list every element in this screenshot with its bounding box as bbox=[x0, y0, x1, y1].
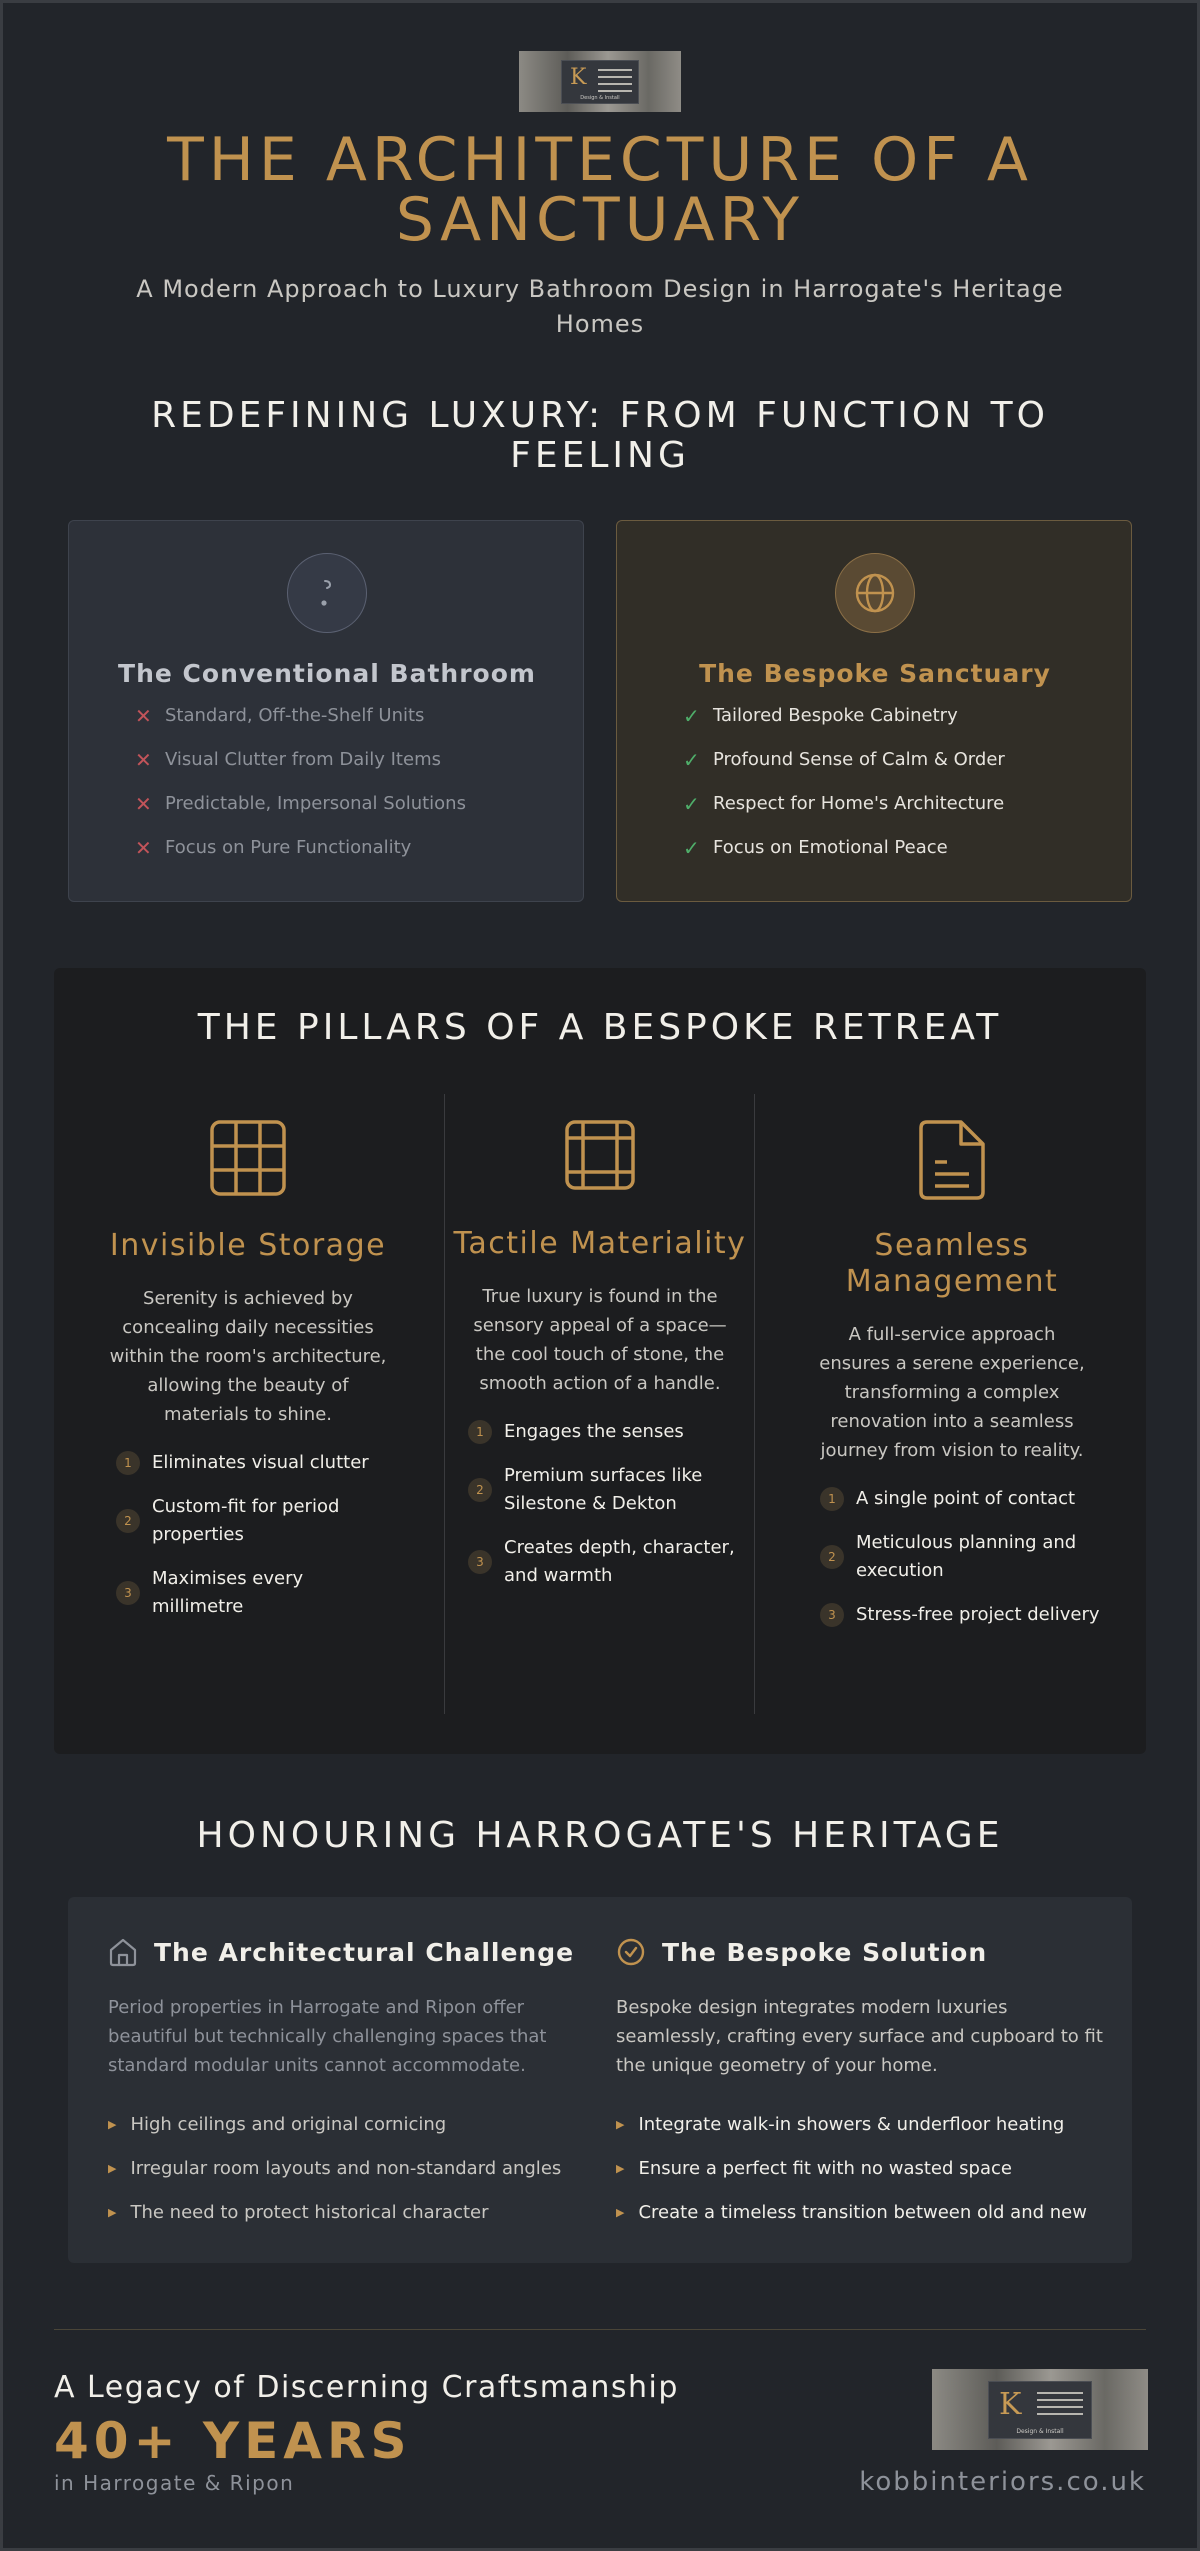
pillar-divider bbox=[444, 1094, 445, 1714]
list-item: ✓ Focus on Emotional Peace bbox=[683, 836, 948, 860]
conventional-title: The Conventional Bathroom bbox=[118, 659, 536, 688]
pillars-heading: THE PILLARS OF A BESPOKE RETREAT bbox=[197, 1007, 1003, 1048]
bullet-triangle-icon: ▶ bbox=[108, 2205, 117, 2219]
list-item: 3 Maximises every millimetre bbox=[116, 1565, 398, 1621]
bespoke-list bbox=[683, 705, 1005, 881]
bullet-triangle-icon: ▶ bbox=[616, 2161, 625, 2175]
check-icon: ✓ bbox=[683, 792, 700, 816]
challenge-points bbox=[108, 2102, 598, 2234]
logo-mark: K bbox=[570, 65, 587, 90]
check-icon: ✓ bbox=[683, 748, 700, 772]
question-icon bbox=[287, 553, 367, 633]
cross-icon: ✕ bbox=[135, 704, 152, 728]
frame-icon bbox=[563, 1118, 637, 1192]
heritage-panel bbox=[68, 1897, 1132, 2263]
list-item: ✕ Focus on Pure Functionality bbox=[135, 836, 412, 860]
cross-icon: ✕ bbox=[135, 748, 152, 772]
footer-years: 40+ YEARS bbox=[54, 2412, 412, 2470]
comparison-heading: REDEFINING LUXURY: FROM FUNCTION TO FEELING bbox=[151, 395, 1049, 476]
pillars-panel bbox=[54, 968, 1146, 1754]
list-item: ▶ Create a timeless transition between old and new bbox=[616, 2201, 1087, 2223]
list-item: ✓ Profound Sense of Calm & Order bbox=[683, 748, 1005, 772]
pillar-body: Serenity is achieved by concealing daily necessities within the room's architecture, allowing the beauty of materials to shine. bbox=[109, 1288, 387, 1425]
bespoke-card bbox=[616, 520, 1132, 902]
hero-title: THE ARCHITECTURE OF A SANCTUARY bbox=[167, 125, 1033, 255]
pillar-body: A full-service approach ensures a serene experience, transforming a complex renovation into a seamless journey from vision to reality. bbox=[819, 1324, 1085, 1461]
pillar-title: Invisible Storage bbox=[109, 1228, 387, 1263]
list-item: 1 A single point of contact bbox=[820, 1485, 1102, 1513]
conventional-card bbox=[68, 520, 584, 902]
pillar-points bbox=[802, 1485, 1102, 1629]
footer-divider bbox=[54, 2329, 1146, 2330]
logo-mark: K bbox=[999, 2387, 1022, 2422]
check-icon: ✓ bbox=[683, 836, 700, 860]
pillar-title: Tactile Materiality bbox=[453, 1226, 747, 1261]
footer-location: in Harrogate & Ripon bbox=[54, 2471, 295, 2495]
challenge-body: Period properties in Harrogate and Ripon offer beautiful but technically challenging spaces that standard modular units cannot accommodate. bbox=[108, 1997, 547, 2076]
solution-body: Bespoke design integrates modern luxuries seamlessly, crafting every surface and cupboard to fit the unique geometry of your home. bbox=[616, 1997, 1103, 2076]
list-item: 2 Custom-fit for period properties bbox=[116, 1493, 398, 1549]
pillar-points bbox=[450, 1418, 750, 1590]
footer-logo bbox=[932, 2369, 1148, 2450]
list-item: ✕ Visual Clutter from Daily Items bbox=[135, 748, 441, 772]
hero-subtitle: A Modern Approach to Luxury Bathroom Design in Harrogate's Heritage Homes bbox=[136, 275, 1064, 338]
check-circle-icon bbox=[616, 1937, 646, 1967]
grid-icon bbox=[208, 1118, 288, 1198]
challenge-column bbox=[108, 1937, 598, 2234]
document-icon bbox=[917, 1118, 987, 1202]
heritage-heading: HONOURING HARROGATE'S HERITAGE bbox=[196, 1815, 1004, 1856]
solution-points bbox=[616, 2102, 1106, 2234]
pillar-tactile-materiality bbox=[450, 1118, 750, 1606]
list-item: ▶ The need to protect historical character bbox=[108, 2201, 489, 2223]
house-icon bbox=[108, 1937, 138, 1967]
brand-logo bbox=[519, 51, 681, 112]
list-item: 1 Eliminates visual clutter bbox=[116, 1449, 398, 1477]
list-item: ▶ Irregular room layouts and non-standard angles bbox=[108, 2157, 562, 2179]
cross-icon: ✕ bbox=[135, 792, 152, 816]
pillar-seamless-management bbox=[802, 1118, 1102, 1645]
list-item: ▶ Ensure a perfect fit with no wasted space bbox=[616, 2157, 1012, 2179]
footer-tagline: A Legacy of Discerning Craftsmanship bbox=[54, 2370, 679, 2405]
pillar-divider bbox=[754, 1094, 755, 1714]
list-item: ✓ Respect for Home's Architecture bbox=[683, 792, 1005, 816]
website-link[interactable]: kobbinteriors.co.uk bbox=[859, 2467, 1146, 2497]
bullet-triangle-icon: ▶ bbox=[616, 2117, 625, 2131]
pillar-invisible-storage bbox=[98, 1118, 398, 1637]
list-item: 2 Meticulous planning and execution bbox=[820, 1529, 1102, 1585]
solution-column bbox=[616, 1937, 1106, 2234]
cross-icon: ✕ bbox=[135, 836, 152, 860]
list-item: ✕ Standard, Off-the-Shelf Units bbox=[135, 704, 425, 728]
bespoke-title: The Bespoke Sanctuary bbox=[699, 659, 1051, 688]
bullet-triangle-icon: ▶ bbox=[108, 2117, 117, 2131]
check-icon: ✓ bbox=[683, 704, 700, 728]
challenge-title: The Architectural Challenge bbox=[154, 1937, 575, 1967]
globe-icon bbox=[835, 553, 915, 633]
list-item: ✓ Tailored Bespoke Cabinetry bbox=[683, 704, 958, 728]
pillar-body: True luxury is found in the sensory appeal of a space—the cool touch of stone, the smooth action of a handle. bbox=[473, 1286, 727, 1394]
list-item: 3 Creates depth, character, and warmth bbox=[468, 1534, 750, 1590]
list-item: 2 Premium surfaces like Silestone & Dekton bbox=[468, 1462, 750, 1518]
logo-footer: Design & Install bbox=[580, 95, 620, 101]
list-item: ✕ Predictable, Impersonal Solutions bbox=[135, 792, 466, 816]
list-item: ▶ Integrate walk-in showers & underfloor heating bbox=[616, 2113, 1065, 2135]
bullet-triangle-icon: ▶ bbox=[108, 2161, 117, 2175]
solution-title: The Bespoke Solution bbox=[662, 1937, 988, 1967]
bullet-triangle-icon: ▶ bbox=[616, 2205, 625, 2219]
list-item: ▶ High ceilings and original cornicing bbox=[108, 2113, 447, 2135]
list-item: 3 Stress-free project delivery bbox=[820, 1601, 1102, 1629]
list-item: 1 Engages the senses bbox=[468, 1418, 750, 1446]
pillar-title: Seamless Management bbox=[845, 1228, 1059, 1299]
pillar-points bbox=[98, 1449, 398, 1621]
logo-footer: Design & Install bbox=[1016, 2428, 1064, 2435]
conventional-list bbox=[135, 705, 466, 881]
